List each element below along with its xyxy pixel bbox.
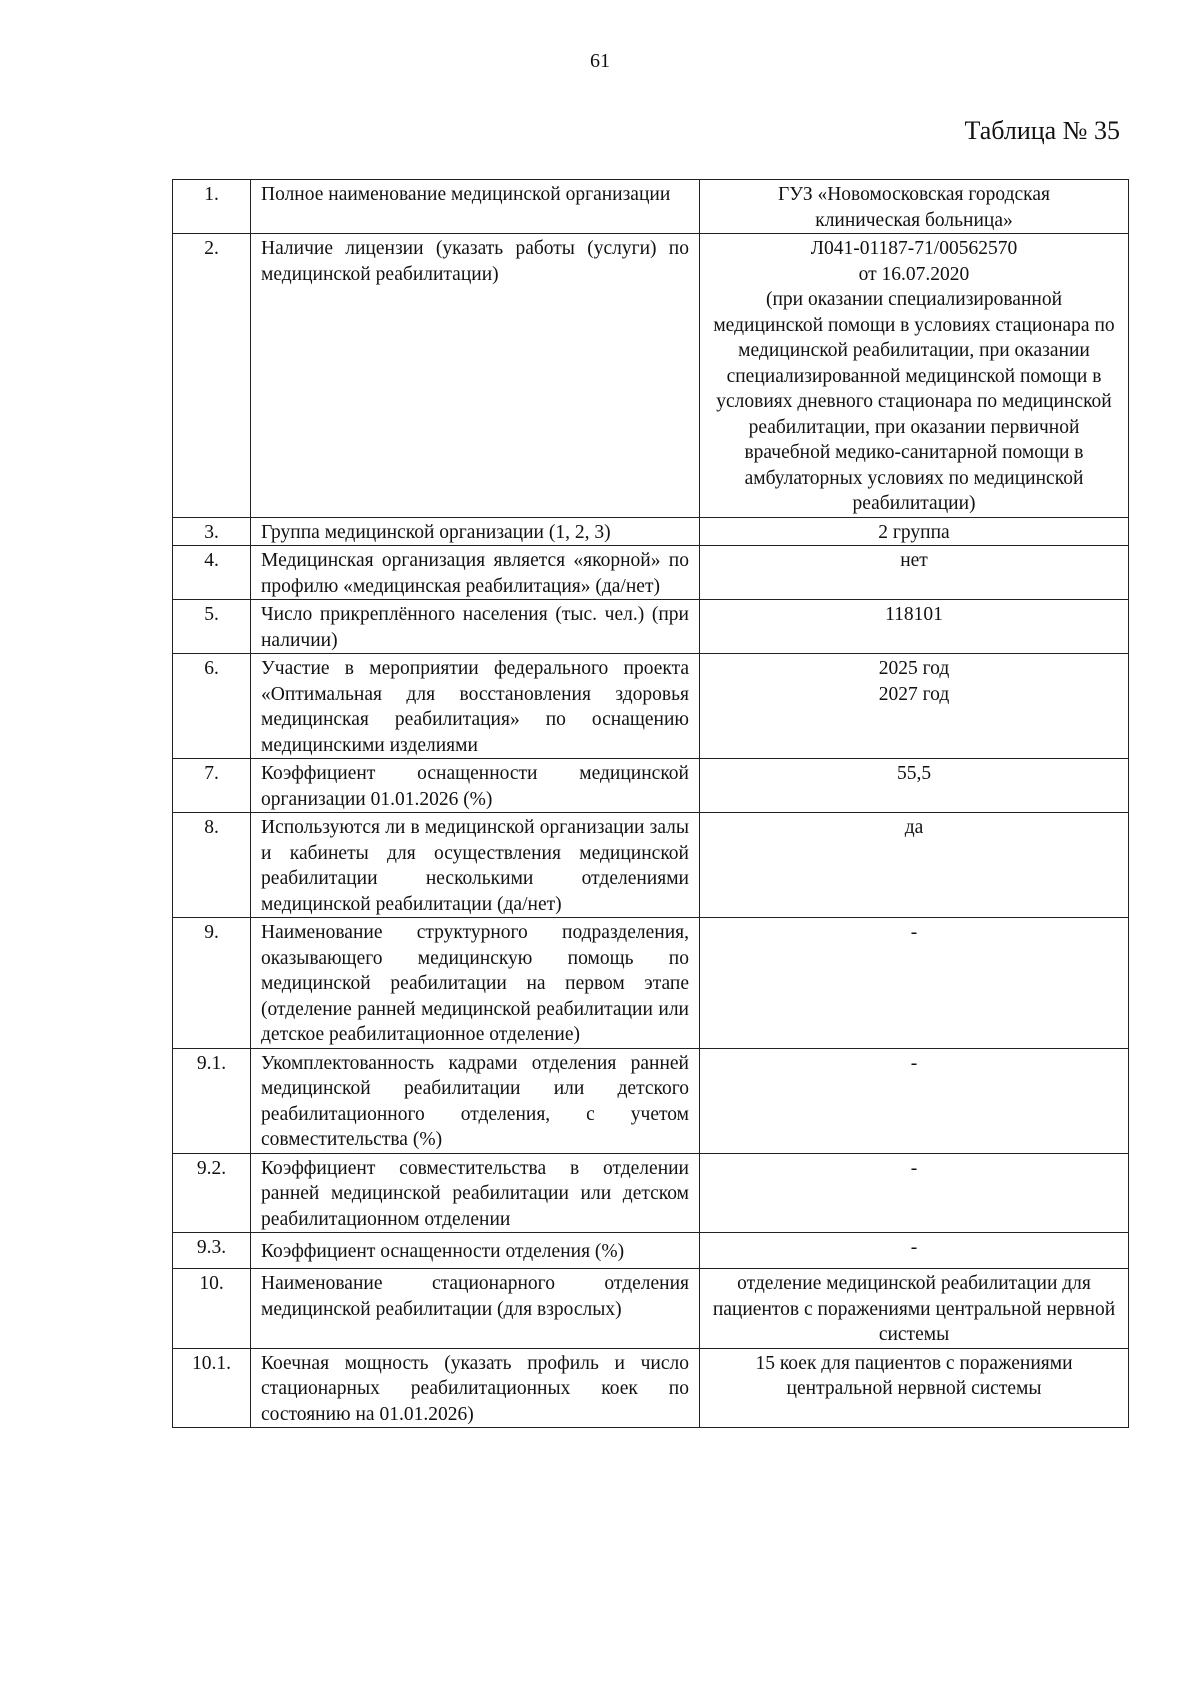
page-number: 61	[590, 50, 610, 72]
row-number: 8.	[173, 813, 251, 918]
row-value: нет	[700, 546, 1129, 600]
row-label: Укомплектованность кадрами отделения ранней медицинской реабилитации или детского реабилитационного отделения, с учетом совместительства (%)	[251, 1048, 700, 1153]
row-value: -	[700, 918, 1129, 1049]
row-label: Коечная мощность (указать профиль и число стационарных реабилитационных коек по состоянию на 01.01.2026)	[251, 1348, 700, 1428]
table-row	[173, 918, 1129, 1049]
info-table	[172, 179, 1129, 1428]
row-number: 1.	[173, 180, 251, 234]
row-number: 9.2.	[173, 1153, 251, 1233]
row-number: 6.	[173, 654, 251, 759]
row-number: 7.	[173, 759, 251, 813]
row-label: Число прикреплённого населения (тыс. чел.) (при наличии)	[251, 600, 700, 654]
table-row	[173, 1348, 1129, 1428]
table-row	[173, 180, 1129, 234]
row-number: 10.	[173, 1269, 251, 1349]
table-row	[173, 1153, 1129, 1233]
table-title: Таблица № 35	[964, 116, 1120, 145]
table-row	[173, 813, 1129, 918]
row-value: 2 группа	[700, 517, 1129, 546]
row-value: -	[700, 1233, 1129, 1269]
table-row	[173, 517, 1129, 546]
table-row	[173, 546, 1129, 600]
row-number: 10.1.	[173, 1348, 251, 1428]
row-value: 118101	[700, 600, 1129, 654]
row-number: 9.1.	[173, 1048, 251, 1153]
row-label: Коэффициент совместительства в отделении ранней медицинской реабилитации или детском реабилитационном отделении	[251, 1153, 700, 1233]
row-number: 9.	[173, 918, 251, 1049]
row-number: 3.	[173, 517, 251, 546]
row-number: 9.3.	[173, 1233, 251, 1269]
row-label: Наименование стационарного отделения медицинской реабилитации (для взрослых)	[251, 1269, 700, 1349]
row-number: 5.	[173, 600, 251, 654]
table-row	[173, 1233, 1129, 1269]
row-label: Наличие лицензии (указать работы (услуги) по медицинской реабилитации)	[251, 234, 700, 518]
table-row	[173, 654, 1129, 759]
row-value: отделение медицинской реабилитации для пациентов с поражениями центральной нервной системы	[700, 1269, 1129, 1349]
row-label: Коэффициент оснащенности медицинской организации 01.01.2026 (%)	[251, 759, 700, 813]
row-value: да	[700, 813, 1129, 918]
row-value: 55,5	[700, 759, 1129, 813]
row-value	[700, 180, 1129, 234]
row-value: 15 коек для пациентов с поражениями центральной нервной системы	[700, 1348, 1129, 1428]
row-label: Наименование структурного подразделения, оказывающего медицинскую помощь по медицинской реабилитации на первом этапе (отделение ранней медицинской реабилитации или детское реабилитационное отделение)	[251, 918, 700, 1049]
row-number: 4.	[173, 546, 251, 600]
row-number: 2.	[173, 234, 251, 518]
row-label: Используются ли в медицинской организации залы и кабинеты для осуществления медицинской реабилитации несколькими отделениями медицинской реабилитации (да/нет)	[251, 813, 700, 918]
value-line: клиническая больница»	[815, 209, 1013, 231]
row-value: -	[700, 1048, 1129, 1153]
row-label: Коэффициент оснащенности отделения (%)	[251, 1233, 700, 1269]
row-value: Л041-01187-71/00562570 от 16.07.2020 (при оказании специализированной медицинской помощи в условиях стационара по медицинской реабилитации, при оказании специализированной медицинской помощи в условиях дневного стационара по медицинской реабилитации, при оказании первичной врачебной медико-санитарной помощи в амбулаторных условиях по медицинской реабилитации)	[700, 234, 1129, 518]
row-value: -	[700, 1153, 1129, 1233]
row-label: Медицинская организация является «якорной» по профилю «медицинская реабилитация» (да/нет)	[251, 546, 700, 600]
row-value: 2025 год 2027 год	[700, 654, 1129, 759]
table-row	[173, 234, 1129, 518]
row-label: Полное наименование медицинской организации	[251, 180, 700, 234]
value-line: ГУЗ «Новомосковская городская	[778, 184, 1050, 205]
row-label: Участие в мероприятии федерального проекта «Оптимальная для восстановления здоровья медицинская реабилитация» по оснащению медицинскими изделиями	[251, 654, 700, 759]
table-row	[173, 1048, 1129, 1153]
table-row	[173, 759, 1129, 813]
row-label: Группа медицинской организации (1, 2, 3)	[251, 517, 700, 546]
table-row	[173, 1269, 1129, 1349]
table-row	[173, 600, 1129, 654]
